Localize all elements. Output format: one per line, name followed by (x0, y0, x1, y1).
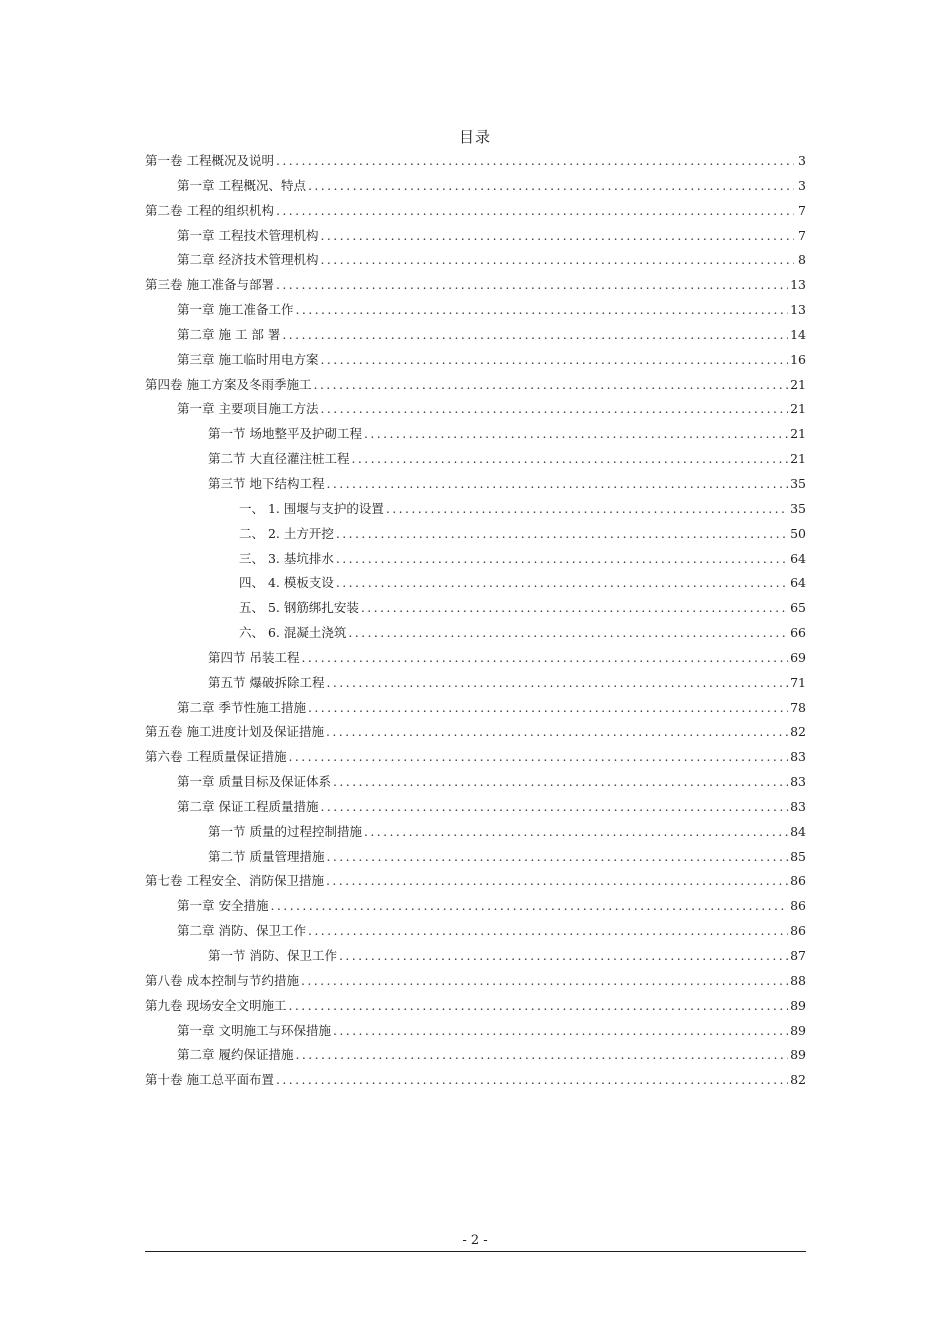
toc-entry-page: 83 (790, 798, 806, 814)
toc-entry-label: 第八卷 成本控制与节约措施 (145, 972, 299, 988)
toc-entry[interactable] (145, 1068, 806, 1093)
toc-leader-dots (326, 720, 788, 745)
toc-entry-page: 13 (790, 302, 806, 318)
toc-entry[interactable] (145, 596, 806, 621)
toc-entry-page: 8 (798, 252, 806, 268)
toc-leader-dots (308, 696, 788, 721)
toc-entry-label: 第三节 地下结构工程 (208, 475, 325, 491)
toc-entry-label: 三、 3. 基坑排水 (239, 550, 334, 566)
footer-rule (145, 1251, 806, 1252)
toc-entry[interactable] (145, 795, 806, 820)
toc-entry-label: 第四节 吊装工程 (208, 649, 300, 665)
toc-leader-dots (336, 522, 788, 547)
toc-entry-label: 第一章 文明施工与环保措施 (177, 1022, 331, 1038)
toc-entry-page: 86 (790, 923, 806, 939)
toc-entry-label: 一、 1. 围堰与支护的设置 (239, 500, 384, 516)
toc-leader-dots (336, 571, 788, 596)
toc-entry[interactable] (145, 919, 806, 944)
toc-entry[interactable] (145, 894, 806, 919)
toc-entry[interactable] (145, 720, 806, 745)
toc-leader-dots (336, 547, 788, 572)
toc-entry-page: 50 (790, 525, 806, 541)
toc-leader-dots (295, 298, 788, 323)
toc-entry[interactable] (145, 869, 806, 894)
toc-leader-dots (320, 795, 788, 820)
toc-entry-page: 88 (790, 972, 806, 988)
toc-entry-page: 64 (790, 575, 806, 591)
toc-leader-dots (320, 248, 794, 273)
toc-entry-page: 89 (790, 1022, 806, 1038)
toc-entry-page: 66 (790, 625, 806, 641)
toc-leader-dots (313, 373, 788, 398)
toc-leader-dots (339, 944, 788, 969)
toc-entry[interactable] (145, 770, 806, 795)
toc-entry[interactable] (145, 994, 806, 1019)
toc-entry-page: 35 (790, 500, 806, 516)
toc-entry-page: 82 (790, 724, 806, 740)
toc-entry-page: 21 (790, 376, 806, 392)
toc-entry[interactable] (145, 745, 806, 770)
toc-entry-label: 第五卷 施工进度计划及保证措施 (145, 724, 324, 740)
toc-entry-label: 第六卷 工程质量保证措施 (145, 749, 287, 765)
toc-entry[interactable] (145, 497, 806, 522)
toc-entry-label: 第七卷 工程安全、消防保卫措施 (145, 873, 324, 889)
toc-entry[interactable] (145, 969, 806, 994)
toc-leader-dots (320, 348, 788, 373)
toc-leader-dots (351, 447, 788, 472)
toc-leader-dots (276, 1068, 788, 1093)
toc-entry[interactable] (145, 845, 806, 870)
toc-leader-dots (301, 969, 788, 994)
toc-entry-label: 第一章 安全措施 (177, 898, 269, 914)
toc-entry-label: 第五节 爆破拆除工程 (208, 674, 325, 690)
toc-leader-dots (270, 894, 788, 919)
toc-leader-dots (364, 422, 788, 447)
toc-entry-label: 第二卷 工程的组织机构 (145, 202, 274, 218)
toc-entry-page: 16 (790, 351, 806, 367)
toc-title: 目录 (458, 128, 491, 146)
toc-entry-page: 14 (790, 326, 806, 342)
toc-entry-label: 六、 6. 混凝土浇筑 (239, 625, 347, 641)
toc-leader-dots (364, 820, 788, 845)
toc-leader-dots (326, 845, 788, 870)
toc-entry-page: 71 (790, 674, 806, 690)
toc-entry-label: 第九卷 现场安全文明施工 (145, 997, 287, 1013)
toc-entry-label: 第二章 经济技术管理机构 (177, 252, 319, 268)
toc-entry-page: 13 (790, 277, 806, 293)
toc-entry-page: 69 (790, 649, 806, 665)
toc-entry[interactable] (145, 373, 806, 398)
toc-leader-dots (333, 770, 788, 795)
toc-leader-dots (295, 1043, 788, 1068)
toc-leader-dots (320, 397, 788, 422)
toc-entry-page: 83 (790, 749, 806, 765)
toc-entry-page: 82 (790, 1072, 806, 1088)
toc-leader-dots (348, 621, 788, 646)
toc-entry-label: 第二章 履约保证措施 (177, 1047, 294, 1063)
toc-entry-label: 第一章 工程技术管理机构 (177, 227, 319, 243)
toc-entry-page: 7 (798, 227, 806, 243)
toc-entry-page: 21 (790, 426, 806, 442)
toc-entry[interactable] (145, 248, 806, 273)
toc-entry-page: 65 (790, 600, 806, 616)
toc-entry[interactable] (145, 671, 806, 696)
toc-entry-label: 四、 4. 模板支设 (239, 575, 334, 591)
toc-entry[interactable] (145, 422, 806, 447)
toc-entry-label: 第一章 工程概况、特点 (177, 177, 306, 193)
toc-entry-label: 第一章 质量目标及保证体系 (177, 774, 331, 790)
toc-entry[interactable] (145, 224, 806, 249)
toc-leader-dots (282, 323, 788, 348)
toc-leader-dots (308, 174, 794, 199)
toc-entry-page: 64 (790, 550, 806, 566)
toc-entry[interactable] (145, 298, 806, 323)
toc-entry-page: 21 (790, 451, 806, 467)
toc-entry-page: 85 (790, 848, 806, 864)
toc-entry[interactable] (145, 696, 806, 721)
toc-entry-page: 21 (790, 401, 806, 417)
toc-entry[interactable] (145, 348, 806, 373)
toc-entry-label: 第二节 质量管理措施 (208, 848, 325, 864)
toc-leader-dots (308, 919, 788, 944)
toc-leader-dots (276, 149, 794, 174)
toc-entry-page: 86 (790, 873, 806, 889)
toc-entry[interactable] (145, 397, 806, 422)
toc-leader-dots (326, 869, 788, 894)
toc-leader-dots (288, 745, 788, 770)
toc-entry[interactable] (145, 522, 806, 547)
page-number: - 2 - (462, 1233, 488, 1248)
toc-entry-label: 第一章 主要项目施工方法 (177, 401, 319, 417)
toc-entry-label: 第三章 施工临时用电方案 (177, 351, 319, 367)
toc-entry-page: 7 (798, 202, 806, 218)
toc-entry[interactable] (145, 149, 806, 174)
toc-entry[interactable] (145, 547, 806, 572)
toc-entry-label: 第一章 施工准备工作 (177, 302, 294, 318)
toc-leader-dots (276, 199, 794, 224)
toc-entry[interactable] (145, 323, 806, 348)
toc-entry[interactable] (145, 944, 806, 969)
toc-leader-dots (326, 472, 788, 497)
toc-entry-label: 第一节 消防、保卫工作 (208, 948, 337, 963)
toc-entry[interactable] (145, 820, 806, 845)
toc-entry-label: 第一卷 工程概况及说明 (145, 153, 274, 168)
toc-leader-dots (301, 646, 788, 671)
toc-entry-page: 78 (790, 699, 806, 715)
toc-entry-page: 35 (790, 475, 806, 491)
toc-entry[interactable] (145, 571, 806, 596)
toc-entry-label: 第一节 质量的过程控制措施 (208, 823, 362, 839)
toc-entry-label: 第一节 场地整平及护砌工程 (208, 426, 362, 442)
toc-entry-label: 五、 5. 钢筋绑扎安装 (239, 600, 359, 616)
toc-entry-label: 第二章 季节性施工措施 (177, 699, 306, 715)
toc-entry[interactable] (145, 174, 806, 199)
toc-entry-label: 第二章 消防、保卫工作 (177, 923, 306, 939)
table-of-contents (145, 149, 806, 1093)
toc-entry[interactable] (145, 273, 806, 298)
toc-entry[interactable] (145, 199, 806, 224)
toc-entry[interactable] (145, 621, 806, 646)
toc-entry-page: 83 (790, 774, 806, 790)
toc-entry-page: 84 (790, 823, 806, 839)
toc-entry[interactable] (145, 1019, 806, 1044)
toc-entry-page: 3 (798, 153, 806, 168)
toc-entry[interactable] (145, 646, 806, 671)
toc-entry[interactable] (145, 472, 806, 497)
toc-leader-dots (386, 497, 788, 522)
toc-entry-page: 86 (790, 898, 806, 914)
toc-entry-label: 第二节 大直径灌注桩工程 (208, 451, 350, 467)
toc-entry-label: 第十卷 施工总平面布置 (145, 1072, 274, 1088)
toc-entry-page: 89 (790, 997, 806, 1013)
toc-leader-dots (361, 596, 788, 621)
toc-entry-page: 87 (790, 948, 806, 963)
toc-entry-page: 3 (798, 177, 806, 193)
toc-entry-label: 第二章 保证工程质量措施 (177, 798, 319, 814)
toc-leader-dots (288, 994, 788, 1019)
toc-leader-dots (320, 224, 794, 249)
toc-leader-dots (333, 1019, 788, 1044)
toc-leader-dots (326, 671, 788, 696)
toc-entry-label: 二、 2. 土方开挖 (239, 525, 334, 541)
toc-leader-dots (276, 273, 788, 298)
toc-entry-label: 第四卷 施工方案及冬雨季施工 (145, 376, 312, 392)
toc-entry-page: 89 (790, 1047, 806, 1063)
toc-entry[interactable] (145, 447, 806, 472)
toc-entry-label: 第三卷 施工准备与部署 (145, 277, 274, 293)
toc-entry[interactable] (145, 1043, 806, 1068)
toc-entry-label: 第二章 施 工 部 署 (177, 326, 281, 342)
